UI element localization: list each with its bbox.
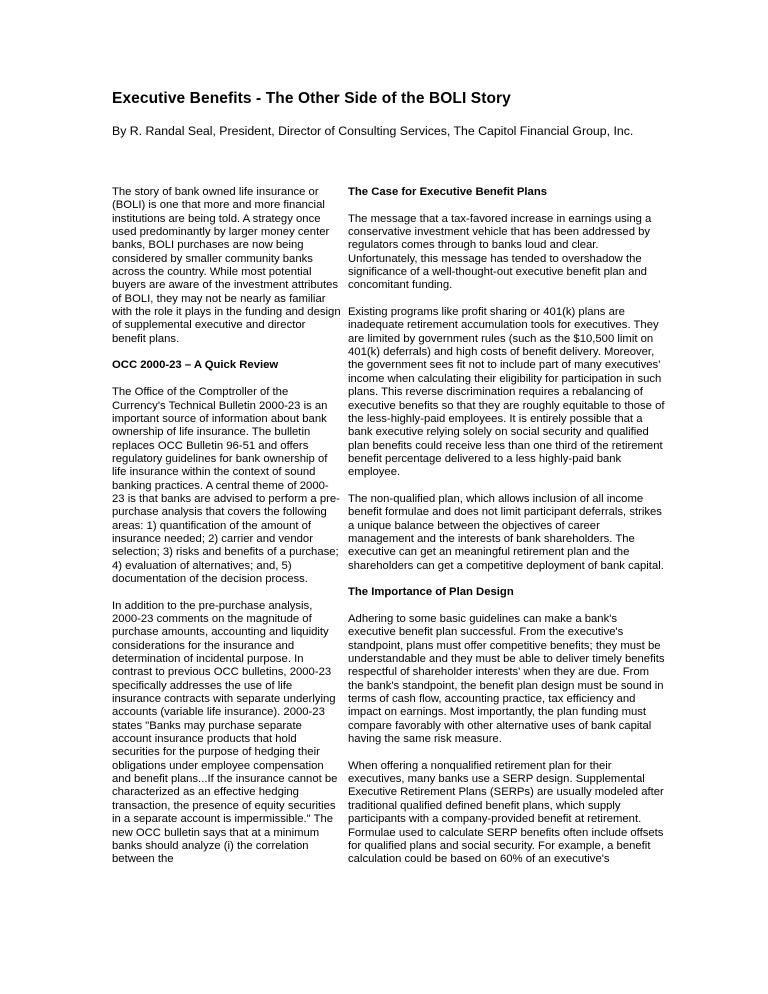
section-heading-plan-design: The Importance of Plan Design xyxy=(348,586,514,599)
document-title: Executive Benefits - The Other Side of the BOLI Story xyxy=(112,90,511,107)
paragraph-serp-design: When offering a nonqualified retirement plan for their executives, many banks use a SERP design. Supplemental Executive Retirement Plans (SERPs) are usually modeled after traditional qualified defined benefit plans, which supply participants with a company-provided benefit at retirement. Formulae used to calculate SERP benefits often include offsets for qualified plans and social security. For example, a benefit calculation could be based on 60% of an executive's xyxy=(348,759,664,866)
paragraph-boli-intro: The story of bank owned life insurance or (BOLI) is one that more and more financial institutions are being told. A strategy once used predominantly by larger money center banks, BOLI purchases are now being considered by smaller community banks across the country. While most potential buyers are aware of the investment attributes of BOLI, they may not be nearly as familiar with the role it plays in the funding and design of supplemental executive and director benefit plans. xyxy=(112,186,341,345)
paragraph-occ-bulletin: The Office of the Comptroller of the Currency's Technical Bulletin 2000-23 is an important source of information about bank ownership of life insurance. The bulletin replaces OCC Bulletin 96-51 and offers regulatory guidelines for bank ownership of life insurance within the context of sound banking practices. A central theme of 2000-23 is that banks are advised to perform a pre-purchase analysis that covers the following areas: 1) quantification of the amount of insurance needed; 2) carrier and vendor selection; 3) risks and benefits of a purchase; 4) evaluation of alternatives; and, 5) documentation of the decision process. xyxy=(112,386,340,585)
section-heading-executive-benefit-plans: The Case for Executive Benefit Plans xyxy=(348,186,548,198)
right-column xyxy=(348,186,666,880)
paragraph-tax-favored-message: The message that a tax-favored increase in earnings using a conservative investment vehicle that has been addressed by regulators comes through to banks loud and clear. Unfortunately, this message has tended to overshadow the significance of a well-thought-out executive benefit plan and concomitant funding. xyxy=(348,212,652,292)
two-column-body xyxy=(112,186,666,880)
left-column xyxy=(112,186,341,880)
paragraph-plan-design-guidelines: Adhering to some basic guidelines can make a bank's executive benefit plan successful. From the executive's standpoint, plans must offer competitive benefits; they must be understandable and they must be able to deliver timely benefits respectful of shareholder interests' when they are due. From the bank's standpoint, the benefit plan design must be sound in terms of cash flow, accounting practice, tax efficiency and impact on earnings. Most importantly, the plan funding must compare favorably with other alternative uses of bank capital having the same risk measure. xyxy=(348,613,665,746)
section-heading-occ-review: OCC 2000-23 – A Quick Review xyxy=(112,359,279,372)
paragraph-existing-programs: Existing programs like profit sharing or 401(k) plans are inadequate retirement accumulation tools for executives. They are limited by government rules (such as the $10,500 limit on 401(k) deferrals) and high costs of benefit delivery. Moreover, the government sees fit not to include part of many executives' income when calculating their eligibility for participation in such plans. This reverse discrimination requires a rebalancing of executive benefits so that they are roughly equitable to those of the less-highly-paid employees. It is entirely possible that a bank executive relying solely on social security and qualified plan benefits could receive less than one third of the retirement benefit percentage delivered to a less highly-paid bank employee. xyxy=(348,306,665,479)
paragraph-nonqualified-plan: The non-qualified plan, which allows inclusion of all income benefit formulae and does not limit participant deferrals, strikes a unique balance between the objectives of career management and the interests of bank shareholders. The executive can get an meaningful retirement plan and the shareholders can get a competitive deployment of bank capital. xyxy=(348,492,664,572)
paragraph-prepurchase-analysis: In addition to the pre-purchase analysis, 2000-23 comments on the magnitude of purchase amounts, accounting and liquidity considerations for the insurance and determination of incidental purpose. In contrast to previous OCC bulletins, 2000-23 specifically addresses the use of life insurance contracts with separate underlying accounts (variable life insurance). 2000-23 states "Banks may purchase separate account insurance products that hold securities for the purpose of hedging their obligations under employee compensation and benefit plans...If the insurance cannot be characterized as an effective hedging transaction, the presence of equity securities in a separate account is impermissible." The new OCC bulletin says that at a minimum banks should analyze (i) the correlation between the xyxy=(112,599,338,866)
document-byline: By R. Randal Seal, President, Director of Consulting Services, The Capitol Financial Group, Inc. xyxy=(112,124,634,138)
